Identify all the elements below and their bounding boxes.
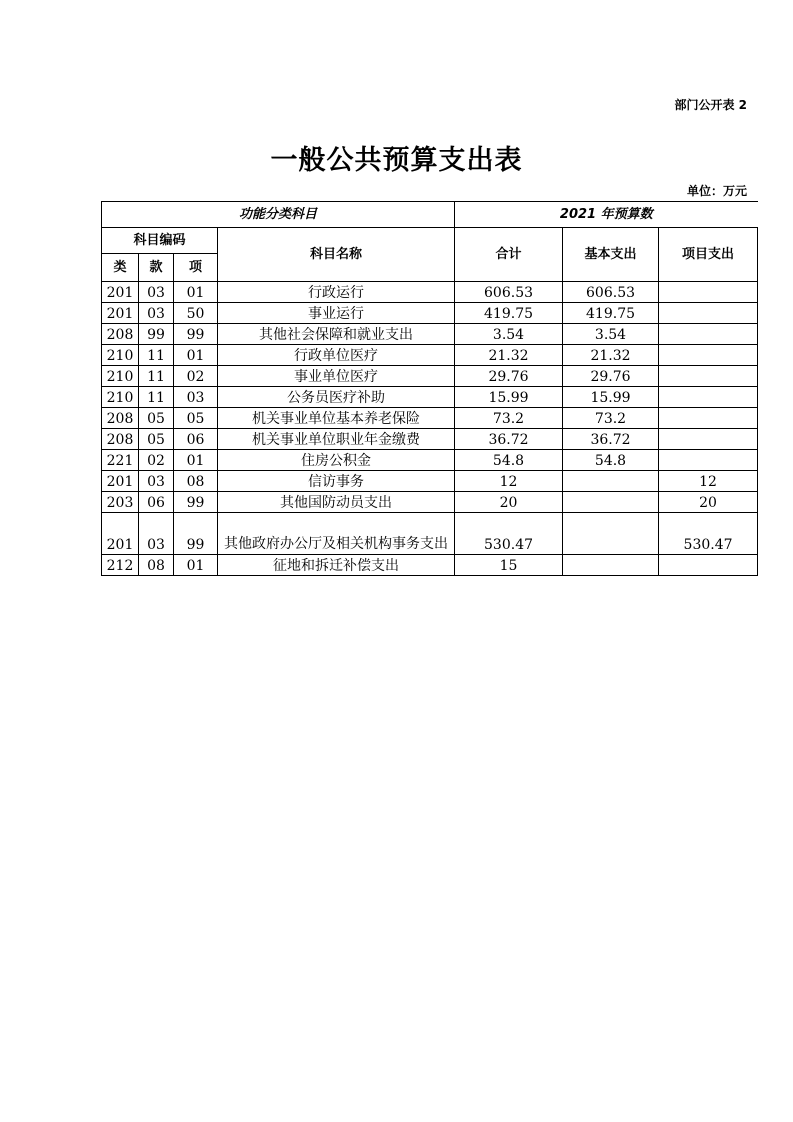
- cell-basic: 29.76: [563, 366, 659, 387]
- cell-total: 36.72: [455, 429, 563, 450]
- cell-basic: [563, 492, 659, 513]
- cell-basic: 15.99: [563, 387, 659, 408]
- basic-header: 基本支出: [563, 228, 659, 282]
- cell-total: 419.75: [455, 303, 563, 324]
- cell-item: 01: [174, 555, 218, 576]
- cell-project: [659, 282, 758, 303]
- cell-total: 12: [455, 471, 563, 492]
- cell-project: [659, 387, 758, 408]
- table-row: [102, 387, 758, 408]
- cell-item: 05: [174, 408, 218, 429]
- cell-project: [659, 429, 758, 450]
- cell-total: 606.53: [455, 282, 563, 303]
- cell-item: 03: [174, 387, 218, 408]
- cell-name: 住房公积金: [218, 450, 455, 471]
- cell-section: 99: [139, 324, 174, 345]
- func-category-header: 功能分类科目: [102, 202, 455, 228]
- header-row-2: [102, 228, 758, 254]
- table-row: [102, 366, 758, 387]
- cell-name: 其他国防动员支出: [218, 492, 455, 513]
- cell-project: [659, 450, 758, 471]
- table-row: [102, 282, 758, 303]
- cell-class: 201: [102, 282, 139, 303]
- cell-total: 73.2: [455, 408, 563, 429]
- cell-class: 203: [102, 492, 139, 513]
- cell-section: 03: [139, 471, 174, 492]
- cell-basic: [563, 555, 659, 576]
- cell-section: 05: [139, 408, 174, 429]
- cell-project: [659, 324, 758, 345]
- table-row: [102, 555, 758, 576]
- table-row: [102, 450, 758, 471]
- cell-total: 54.8: [455, 450, 563, 471]
- item-header: 项: [174, 254, 218, 282]
- cell-class: 210: [102, 387, 139, 408]
- table-row: [102, 471, 758, 492]
- cell-project: [659, 303, 758, 324]
- cell-name: 机关事业单位基本养老保险: [218, 408, 455, 429]
- cell-class: 210: [102, 366, 139, 387]
- cell-name: 机关事业单位职业年金缴费: [218, 429, 455, 450]
- cell-item: 08: [174, 471, 218, 492]
- cell-item: 01: [174, 345, 218, 366]
- cell-item: 06: [174, 429, 218, 450]
- cell-class: 208: [102, 429, 139, 450]
- cell-class: 208: [102, 324, 139, 345]
- cell-section: 03: [139, 282, 174, 303]
- cell-name: 其他政府办公厅及相关机构事务支出: [218, 513, 455, 555]
- cell-name: 其他社会保障和就业支出: [218, 324, 455, 345]
- cell-section: 05: [139, 429, 174, 450]
- cell-section: 11: [139, 387, 174, 408]
- cell-basic: 606.53: [563, 282, 659, 303]
- cell-class: 212: [102, 555, 139, 576]
- cell-total: 21.32: [455, 345, 563, 366]
- cell-basic: [563, 513, 659, 555]
- cell-name: 行政单位医疗: [218, 345, 455, 366]
- cell-project: [659, 366, 758, 387]
- cell-project: 530.47: [659, 513, 758, 555]
- table-row: [102, 303, 758, 324]
- cell-name: 行政运行: [218, 282, 455, 303]
- unit-label: 单位：万元: [686, 184, 747, 198]
- cell-total: 15: [455, 555, 563, 576]
- section-header: 款: [139, 254, 174, 282]
- cell-section: 06: [139, 492, 174, 513]
- name-header: 科目名称: [218, 228, 455, 282]
- doc-number: 部门公开表 2: [674, 98, 747, 112]
- cell-project: [659, 408, 758, 429]
- cell-name: 事业单位医疗: [218, 366, 455, 387]
- table-row: [102, 324, 758, 345]
- code-header: 科目编码: [102, 228, 218, 254]
- budget-year-header: 2021 年预算数: [455, 202, 758, 228]
- cell-basic: 36.72: [563, 429, 659, 450]
- total-header: 合计: [455, 228, 563, 282]
- cell-class: 201: [102, 471, 139, 492]
- cell-item: 99: [174, 324, 218, 345]
- cell-project: 12: [659, 471, 758, 492]
- budget-table: [101, 201, 758, 576]
- cell-name: 信访事务: [218, 471, 455, 492]
- cell-total: 20: [455, 492, 563, 513]
- cell-basic: 419.75: [563, 303, 659, 324]
- project-header: 项目支出: [659, 228, 758, 282]
- class-header: 类: [102, 254, 139, 282]
- cell-project: 20: [659, 492, 758, 513]
- cell-total: 530.47: [455, 513, 563, 555]
- cell-item: 50: [174, 303, 218, 324]
- cell-name: 事业运行: [218, 303, 455, 324]
- cell-basic: [563, 471, 659, 492]
- cell-item: 99: [174, 492, 218, 513]
- cell-section: 03: [139, 513, 174, 555]
- cell-basic: 54.8: [563, 450, 659, 471]
- cell-section: 08: [139, 555, 174, 576]
- cell-item: 01: [174, 450, 218, 471]
- header-row-1: [102, 202, 758, 228]
- cell-project: [659, 345, 758, 366]
- cell-item: 99: [174, 513, 218, 555]
- cell-class: 208: [102, 408, 139, 429]
- cell-total: 15.99: [455, 387, 563, 408]
- cell-section: 03: [139, 303, 174, 324]
- cell-class: 201: [102, 303, 139, 324]
- cell-name: 征地和拆迁补偿支出: [218, 555, 455, 576]
- page-title: 一般公共预算支出表: [270, 145, 523, 176]
- cell-class: 210: [102, 345, 139, 366]
- table-row: [102, 513, 758, 555]
- table-row: [102, 345, 758, 366]
- cell-project: [659, 555, 758, 576]
- cell-basic: 3.54: [563, 324, 659, 345]
- cell-basic: 21.32: [563, 345, 659, 366]
- cell-name: 公务员医疗补助: [218, 387, 455, 408]
- cell-total: 3.54: [455, 324, 563, 345]
- cell-basic: 73.2: [563, 408, 659, 429]
- cell-item: 01: [174, 282, 218, 303]
- table-row: [102, 492, 758, 513]
- cell-class: 201: [102, 513, 139, 555]
- cell-section: 02: [139, 450, 174, 471]
- cell-section: 11: [139, 345, 174, 366]
- cell-class: 221: [102, 450, 139, 471]
- table-row: [102, 408, 758, 429]
- table-row: [102, 429, 758, 450]
- cell-section: 11: [139, 366, 174, 387]
- cell-item: 02: [174, 366, 218, 387]
- cell-total: 29.76: [455, 366, 563, 387]
